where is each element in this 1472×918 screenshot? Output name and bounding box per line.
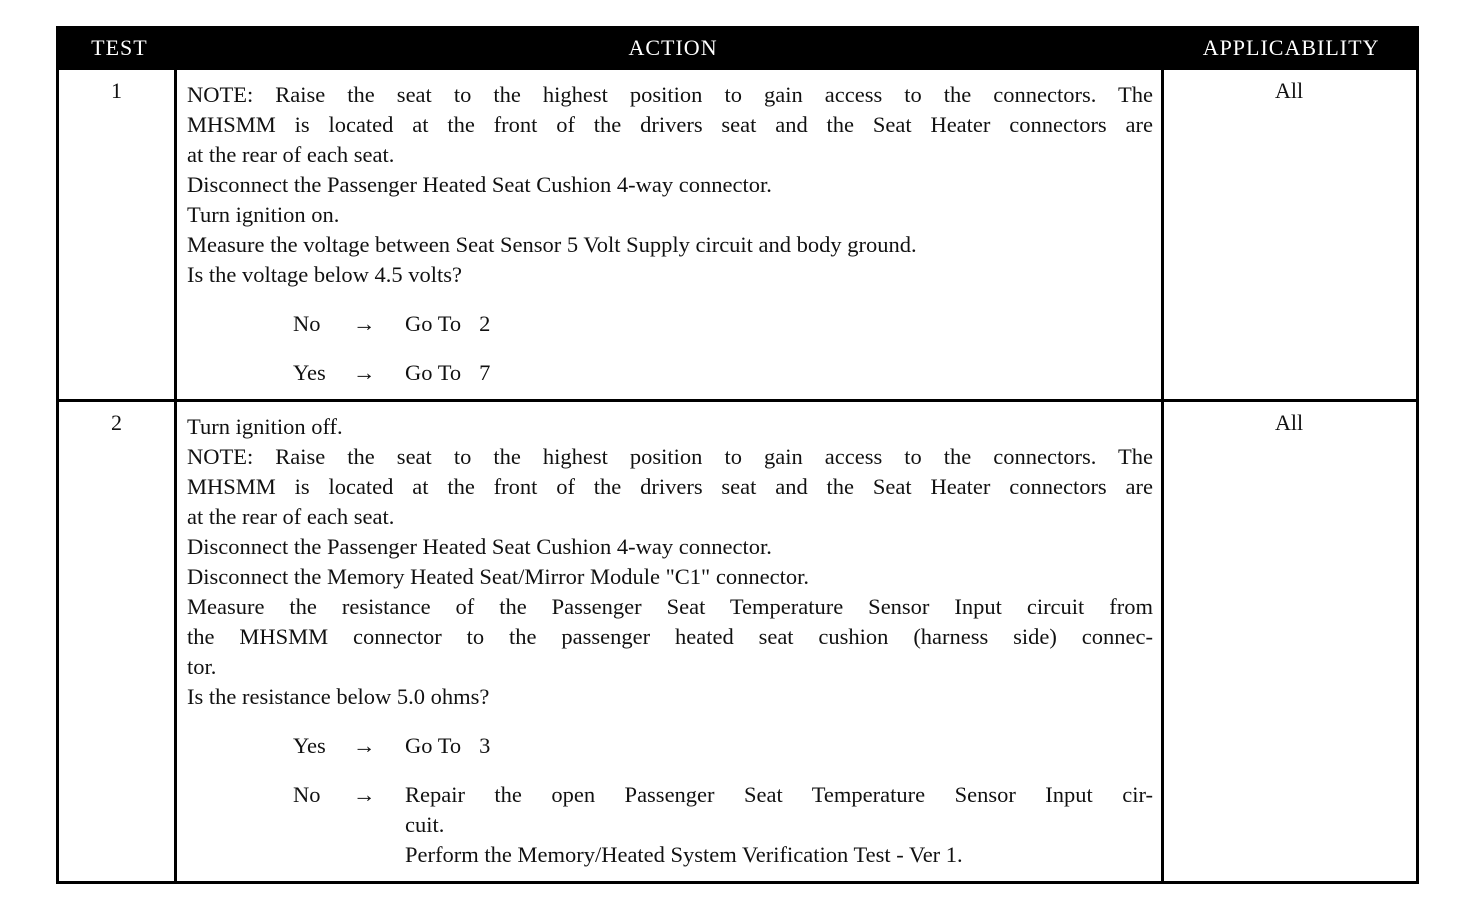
test-number: 1 [59,70,177,399]
branch-yes [293,731,1153,761]
branch-result [405,358,1153,388]
result-line: Repair the open Passenger Seat Temperature Sensor Input cir- [405,782,1153,807]
action-line: NOTE: Raise the seat to the highest position to gain access to the connectors. The [187,444,1153,469]
action-line: Disconnect the Passenger Heated Seat Cushion 4-way connector. [187,172,772,197]
branch-key: No [293,311,321,336]
branch-result [405,731,1153,761]
table-header [59,29,1416,67]
arrow-icon: → [353,360,376,385]
branch-key: Yes [293,733,326,758]
action-line: at the rear of each seat. [187,142,395,167]
goto-label: Go To [405,360,462,385]
action-line: Disconnect the Passenger Heated Seat Cushion 4-way connector. [187,534,772,559]
action-line: the MHSMM connector to the passenger heated seat cushion (harness side) connec- [187,624,1153,649]
header-test: TEST [91,35,148,60]
branch-key: No [293,782,321,807]
applicability-cell: All [1274,410,1304,435]
arrow-icon: → [353,782,376,807]
action-cell [177,402,1164,881]
action-cell [177,70,1164,399]
action-line: Turn ignition off. [187,414,343,439]
branch-result [405,309,1153,339]
goto-label: Go To [405,311,462,336]
action-line: NOTE: Raise the seat to the highest position to gain access to the connectors. The [187,82,1153,107]
goto-target: 3 [479,733,491,758]
result-line: Perform the Memory/Heated System Verification Test - Ver 1. [405,842,963,867]
goto-label: Go To [405,733,462,758]
header-applicability: APPLICABILITY [1202,35,1380,60]
action-line: Is the voltage below 4.5 volts? [187,262,462,287]
table-row [59,399,1416,881]
test-number: 2 [59,402,177,881]
action-line: MHSMM is located at the front of the drivers seat and the Seat Heater connectors are [187,112,1153,137]
action-line: at the rear of each seat. [187,504,395,529]
branch-result [405,780,1153,870]
diagnostic-table [56,26,1419,884]
action-line: Disconnect the Memory Heated Seat/Mirror Module "C1" connector. [187,564,809,589]
arrow-icon: → [353,311,376,336]
goto-target: 7 [479,360,491,385]
action-line: Measure the voltage between Seat Sensor 5 Volt Supply circuit and body ground. [187,232,917,257]
action-line: Measure the resistance of the Passenger Seat Temperature Sensor Input circuit from [187,594,1153,619]
goto-target: 2 [479,311,491,336]
action-line: tor. [187,654,217,679]
branch-no [293,309,1153,339]
action-line: Turn ignition on. [187,202,340,227]
arrow-icon: → [353,733,376,758]
branch-yes [293,358,1153,388]
table-row [59,67,1416,399]
action-line: Is the resistance below 5.0 ohms? [187,684,490,709]
applicability-cell: All [1274,78,1304,103]
result-line: cuit. [405,812,445,837]
branch-no [293,780,1153,870]
header-action: ACTION [628,35,718,60]
action-line: MHSMM is located at the front of the drivers seat and the Seat Heater connectors are [187,474,1153,499]
branch-key: Yes [293,360,326,385]
